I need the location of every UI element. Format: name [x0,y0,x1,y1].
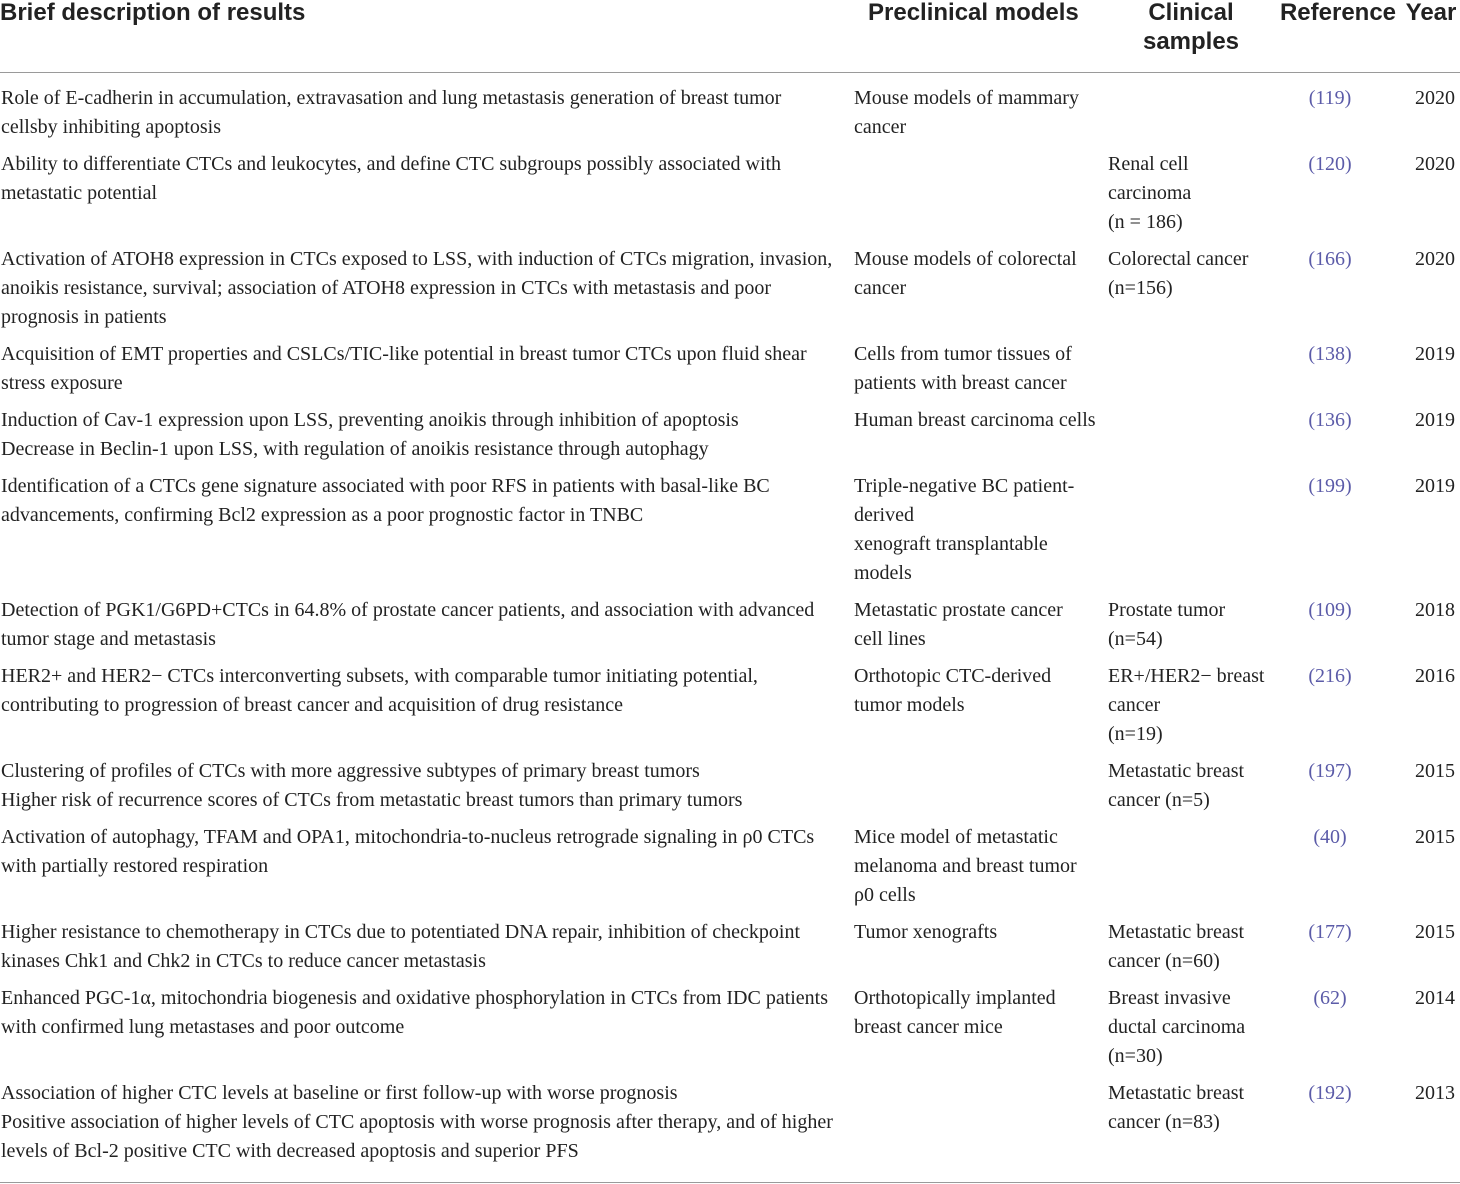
reference-link[interactable]: 192 [1315,1082,1345,1104]
header-reference: Reference [1279,0,1397,26]
clinical-cell-text: Prostate tumor [1108,599,1226,621]
reference-link[interactable]: 177 [1315,921,1345,943]
description-cell [0,406,854,472]
reference-link[interactable]: 109 [1315,599,1345,621]
description-cell [0,472,854,596]
table-row [0,245,1460,340]
preclinical-cell [854,984,1108,1079]
preclinical-cell [854,662,1108,757]
preclinical-cell-text: Metastatic prostate cancer cell lines [854,599,1063,650]
clinical-cell-text: (n=30) [1108,1045,1163,1067]
reference-cell: (136) [1308,409,1352,431]
preclinical-cell [854,472,1108,596]
clinical-cell-text: Metastatic breast cancer (n=5) [1108,760,1245,811]
header-preclinical-models: Preclinical models [868,0,1079,26]
reference-cell: (109) [1308,599,1352,621]
clinical-cell [1108,245,1274,340]
preclinical-cell-text: xenograft transplantable models [854,533,1048,584]
description-cell-text: Higher risk of recurrence scores of CTCs from metastatic breast tumors than primary tumors [1,789,743,811]
table-row [0,596,1460,662]
header-description: Brief description of results [0,0,306,26]
description-cell-text: Identification of a CTCs gene signature associated with poor RFS in patients with basal-like BC advancements, confirming Bcl2 expression as a poor prognostic factor in TNBC [1,475,770,526]
reference-cell: (177) [1308,921,1352,943]
preclinical-cell-text: Triple-negative BC patient-derived [854,475,1075,526]
reference-link[interactable]: 197 [1315,760,1345,782]
preclinical-cell [854,406,1108,472]
reference-link[interactable]: 119 [1315,87,1345,109]
table-row [0,406,1460,472]
reference-link[interactable]: 40 [1320,826,1340,848]
description-cell [0,245,854,340]
description-cell [0,596,854,662]
table-row [0,918,1460,984]
reference-cell: (138) [1308,343,1352,365]
year-cell: 2015 [1415,921,1455,943]
clinical-cell-text: (n=156) [1108,277,1173,299]
description-cell-text: Activation of autophagy, TFAM and OPA1, mitochondria-to-nucleus retrograde signaling in ρ0 CTCs with partially restored respiration [1,826,815,877]
table-row [0,340,1460,406]
clinical-cell-text: (n = 186) [1108,211,1183,233]
clinical-cell-text: Breast invasive ductal carcinoma [1108,987,1246,1038]
clinical-cell [1108,662,1274,757]
reference-link[interactable]: 120 [1315,153,1345,175]
clinical-cell-text: (n=54) [1108,628,1163,650]
table-header-row [0,0,1460,73]
clinical-cell [1108,823,1274,918]
year-cell: 2019 [1415,409,1455,431]
clinical-cell [1108,406,1274,472]
clinical-cell [1108,757,1274,823]
reference-cell: (192) [1308,1082,1352,1104]
description-cell [0,662,854,757]
description-cell-text: Enhanced PGC-1α, mitochondria biogenesis and oxidative phosphorylation in CTCs from IDC patients with confirmed lung metastases and poor outcome [1,987,829,1038]
year-cell: 2020 [1415,87,1455,109]
table-row [0,823,1460,918]
description-cell [0,918,854,984]
year-cell: 2014 [1415,987,1455,1009]
description-cell [0,1079,854,1174]
clinical-cell [1108,340,1274,406]
clinical-cell-text: ER+/HER2− breast cancer [1108,665,1265,716]
description-cell-text: Positive association of higher levels of CTC apoptosis with worse prognosis after therapy, and of higher levels of Bcl-2 positive CTC with decreased apoptosis and superior PFS [1,1111,833,1162]
description-cell-text: Detection of PGK1/G6PD+CTCs in 64.8% of prostate cancer patients, and association with advanced tumor stage and metastasis [1,599,815,650]
description-cell-text: Acquisition of EMT properties and CSLCs/TIC-like potential in breast tumor CTCs upon fluid shear stress exposure [1,343,807,394]
reference-cell: (40) [1313,826,1347,848]
description-cell-text: Induction of Cav-1 expression upon LSS, preventing anoikis through inhibition of apoptosis [1,409,739,431]
preclinical-cell-text: Cells from tumor tissues of patients with breast cancer [854,343,1072,394]
description-cell-text: Decrease in Beclin-1 upon LSS, with regulation of anoikis resistance through autophagy [1,438,709,460]
reference-cell: (197) [1308,760,1352,782]
table-row [0,73,1460,151]
reference-cell: (199) [1308,475,1352,497]
table-row [0,662,1460,757]
table-bottom-rule [0,1182,1460,1183]
preclinical-cell [854,150,1108,245]
preclinical-cell-text: Human breast carcinoma cells [854,409,1096,431]
header-year: Year [1405,0,1457,26]
table-row [0,150,1460,245]
preclinical-cell-text: Mice model of metastatic melanoma and breast tumor ρ0 cells [854,826,1077,906]
year-cell: 2015 [1415,826,1455,848]
clinical-cell [1108,472,1274,596]
preclinical-cell [854,245,1108,340]
reference-cell: (62) [1313,987,1347,1009]
preclinical-cell [854,596,1108,662]
year-cell: 2018 [1415,599,1455,621]
reference-link[interactable]: 136 [1315,409,1345,431]
description-cell [0,73,854,151]
description-cell-text: Role of E-cadherin in accumulation, extravasation and lung metastasis generation of breast tumor cellsby inhibiting apoptosis [1,87,782,138]
description-cell [0,340,854,406]
table-row [0,472,1460,596]
year-cell: 2020 [1415,248,1455,270]
preclinical-cell-text: Orthotopically implanted breast cancer mice [854,987,1056,1038]
preclinical-cell [854,340,1108,406]
clinical-cell [1108,1079,1274,1174]
reference-cell: (119) [1308,87,1352,109]
year-cell: 2019 [1415,343,1455,365]
table-row [0,757,1460,823]
description-cell-text: Clustering of profiles of CTCs with more aggressive subtypes of primary breast tumors [1,760,700,782]
clinical-cell-text: Colorectal cancer [1108,248,1249,270]
year-cell: 2019 [1415,475,1455,497]
reference-link[interactable]: 166 [1315,248,1345,270]
preclinical-cell-text: Orthotopic CTC-derived tumor models [854,665,1052,716]
clinical-cell [1108,918,1274,984]
clinical-cell [1108,73,1274,151]
description-cell-text: HER2+ and HER2− CTCs interconverting subsets, with comparable tumor initiating potential, contributing to progression of breast cancer and acquisition of drug resistance [1,665,758,716]
clinical-cell [1108,150,1274,245]
reference-cell: (166) [1308,248,1352,270]
reference-cell: (216) [1308,665,1352,687]
clinical-cell [1108,596,1274,662]
description-cell [0,150,854,245]
description-cell-text: Higher resistance to chemotherapy in CTCs due to potentiated DNA repair, inhibition of checkpoint kinases Chk1 and Chk2 in CTCs to reduce cancer metastasis [1,921,800,972]
table-row [0,984,1460,1079]
preclinical-cell [854,757,1108,823]
description-cell [0,984,854,1079]
year-cell: 2015 [1415,760,1455,782]
clinical-cell-text: Renal cell carcinoma [1108,153,1192,204]
reference-link[interactable]: 138 [1315,343,1345,365]
reference-link[interactable]: 199 [1315,475,1345,497]
preclinical-cell [854,823,1108,918]
header-clinical-samples: Clinical samples [1142,0,1240,55]
clinical-cell-text: (n=19) [1108,723,1163,745]
description-cell-text: Association of higher CTC levels at baseline or first follow-up with worse prognosis [1,1082,678,1104]
reference-link[interactable]: 62 [1320,987,1340,1009]
reference-cell: (120) [1308,153,1352,175]
preclinical-cell [854,918,1108,984]
description-cell-text: Activation of ATOH8 expression in CTCs exposed to LSS, with induction of CTCs migration, invasion, anoikis resistance, survival; association of ATOH8 expression in CTCs with metastasis and poor prognosis in patients [1,248,833,328]
preclinical-cell [854,73,1108,151]
year-cell: 2020 [1415,153,1455,175]
description-cell [0,823,854,918]
description-cell [0,757,854,823]
preclinical-cell-text: Tumor xenografts [854,921,998,943]
preclinical-cell-text: Mouse models of colorectal cancer [854,248,1077,299]
reference-link[interactable]: 216 [1315,665,1345,687]
clinical-cell-text: Metastatic breast cancer (n=83) [1108,1082,1245,1133]
preclinical-cell [854,1079,1108,1174]
table-row [0,1079,1460,1174]
clinical-cell-text: Metastatic breast cancer (n=60) [1108,921,1245,972]
clinical-cell [1108,984,1274,1079]
year-cell: 2016 [1415,665,1455,687]
preclinical-cell-text: Mouse models of mammary cancer [854,87,1079,138]
year-cell: 2013 [1415,1082,1455,1104]
description-cell-text: Ability to differentiate CTCs and leukocytes, and define CTC subgroups possibly associated with metastatic potential [1,153,782,204]
